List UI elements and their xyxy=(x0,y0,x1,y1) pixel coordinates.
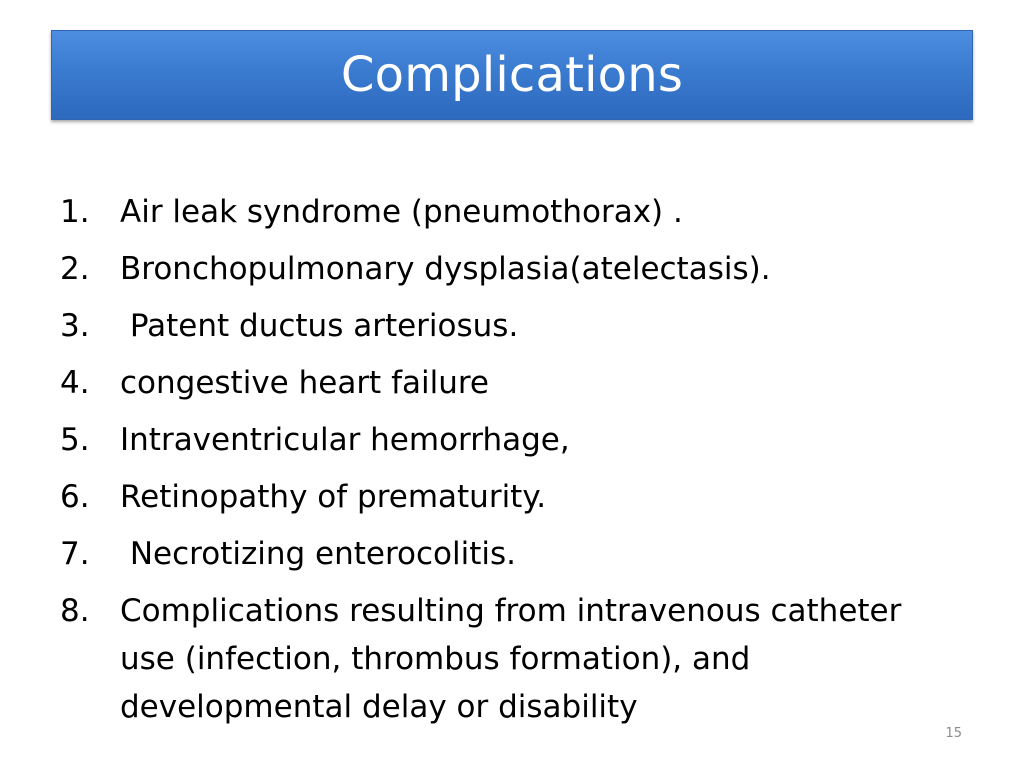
list-item-text: Intraventricular hemorrhage, xyxy=(120,422,570,458)
list-item-text: Bronchopulmonary dysplasia(atelectasis). xyxy=(120,251,771,287)
list-item xyxy=(60,245,960,293)
list-item-number: 3. xyxy=(60,308,90,344)
complications-list xyxy=(60,188,960,740)
list-item-number: 2. xyxy=(60,251,90,287)
page-number: 15 xyxy=(945,726,962,741)
list-item xyxy=(60,530,960,578)
list-item-number: 4. xyxy=(60,365,90,401)
list-item xyxy=(60,359,960,407)
list-item-text: Complications resulting from intravenous catheter use (infection, thrombus formation), and developmental delay or disability xyxy=(120,593,902,725)
list-item-number: 5. xyxy=(60,422,90,458)
list-item xyxy=(60,188,960,236)
list-item xyxy=(60,587,960,731)
title-bar xyxy=(51,30,973,120)
list-item xyxy=(60,302,960,350)
list-item-text: Retinopathy of prematurity. xyxy=(120,479,547,515)
list-item-number: 1. xyxy=(60,194,90,230)
list-item-text: Necrotizing enterocolitis. xyxy=(120,536,517,572)
list-item-text: congestive heart failure xyxy=(120,365,489,401)
list-item-text: Patent ductus arteriosus. xyxy=(120,308,519,344)
list-item-number: 8. xyxy=(60,593,90,629)
list-item-text: Air leak syndrome (pneumothorax) . xyxy=(120,194,683,230)
list-item-number: 6. xyxy=(60,479,90,515)
list-item xyxy=(60,473,960,521)
list-item-number: 7. xyxy=(60,536,90,572)
list-item xyxy=(60,416,960,464)
slide-title: Complications xyxy=(340,47,684,103)
